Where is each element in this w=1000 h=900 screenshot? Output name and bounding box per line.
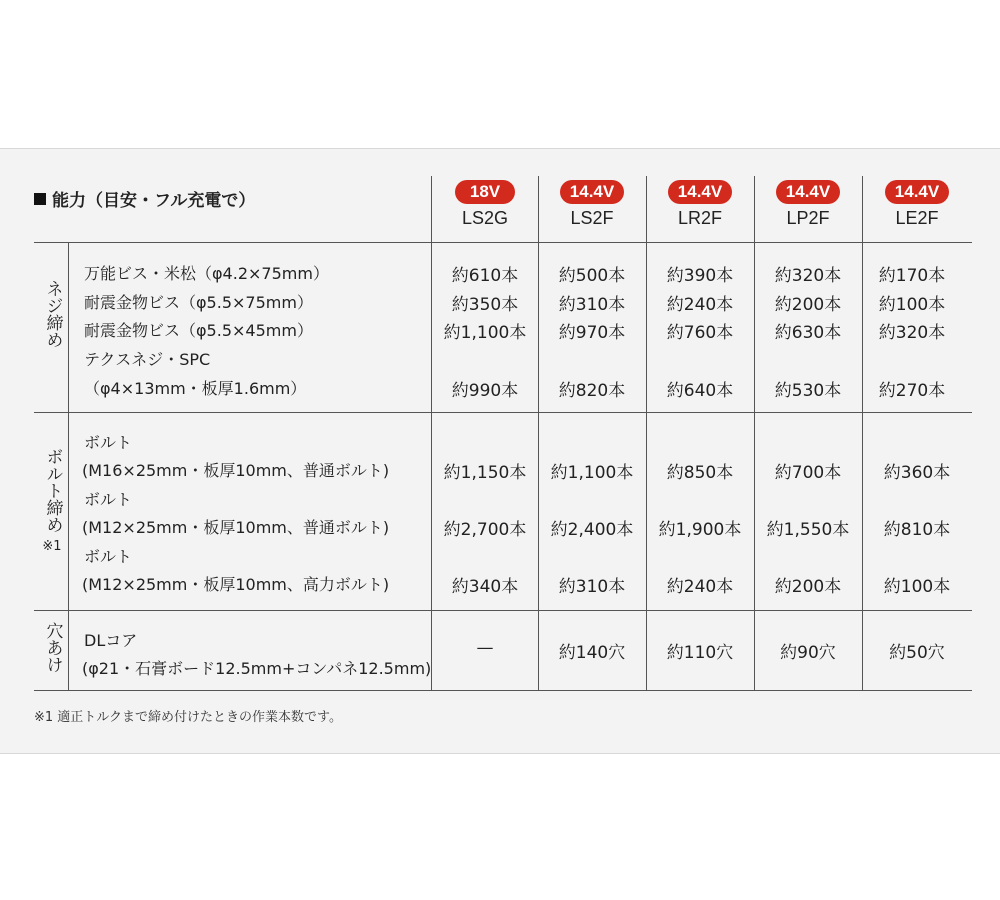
footnote-mark: ※1 [42,539,62,554]
value-cell: 約1,100本 [443,323,527,343]
value-cell: 約2,700本 [443,520,527,540]
value-cell: 約1,150本 [443,463,527,483]
row-description: ボルト [84,433,133,452]
model-label: LS2F [570,208,614,228]
value-cell: 約320本 [774,266,842,286]
value-cell: 約970本 [558,323,626,343]
value-cell: 約1,550本 [766,520,850,540]
value-cell: 約100本 [878,295,946,315]
column-header-ls2f [538,180,646,242]
voltage-badge: 14.4V [560,180,624,204]
value-cell: 約200本 [774,295,842,315]
model-label: LP2F [786,208,830,228]
value-cell: 約500本 [558,266,626,286]
value-cell: 約630本 [774,323,842,343]
value-cell: 約340本 [451,577,519,597]
value-cell: 約700本 [774,463,842,483]
row-description: 万能ビス・米松（φ4.2×75mm） [84,264,329,283]
value-cell: 約310本 [558,295,626,315]
table-divider [754,176,755,690]
category-bolt-tightening [38,448,66,555]
value-cell: 約350本 [451,295,519,315]
square-bullet-icon [34,193,46,205]
category-label: ネジ締め [42,280,63,348]
row-description: DLコア [84,631,138,650]
row-description: (M12×25mm・板厚10mm、高力ボルト) [82,575,390,594]
value-cell: 約810本 [883,520,951,540]
value-cell: — [476,638,494,658]
value-cell: 約200本 [774,577,842,597]
category-label: ボルト締め [42,448,63,533]
table-title [34,186,255,211]
row-description: テクスネジ・SPC [84,350,211,369]
title-text: 能力（目安・フル充電で） [52,191,256,211]
table-divider [646,176,647,690]
value-cell: 約90穴 [780,643,836,663]
model-label: LS2G [461,208,509,228]
column-header-lp2f [754,180,862,242]
row-description: 耐震金物ビス（φ5.5×45mm） [84,321,313,340]
value-cell: 約270本 [878,381,946,401]
row-description: (φ21・石膏ボード12.5mm+コンパネ12.5mm) [82,659,432,678]
table-divider [34,242,972,243]
value-cell: 約110穴 [666,643,734,663]
voltage-badge: 14.4V [885,180,949,204]
column-header-ls2g [432,180,538,242]
value-cell: 約990本 [451,381,519,401]
value-cell: 約1,100本 [550,463,634,483]
value-cell: 約310本 [558,577,626,597]
value-cell: 約640本 [666,381,734,401]
row-description: (M12×25mm・板厚10mm、普通ボルト) [82,518,390,537]
value-cell: 約1,900本 [658,520,742,540]
table-divider [34,610,972,611]
row-description: （φ4×13mm・板厚1.6mm） [84,379,307,398]
category-label: 穴あけ [42,622,63,673]
value-cell: 約240本 [666,295,734,315]
value-cell: 約360本 [883,463,951,483]
value-cell: 約240本 [666,577,734,597]
value-cell: 約760本 [666,323,734,343]
value-cell: 約320本 [878,323,946,343]
table-divider [34,690,972,691]
category-drilling [38,622,66,679]
value-cell: 約140穴 [558,643,626,663]
table-divider [68,242,69,690]
model-label: LE2F [895,208,939,228]
voltage-badge: 14.4V [668,180,732,204]
value-cell: 約50穴 [889,643,945,663]
table-divider [862,176,863,690]
row-description: ボルト [84,490,133,509]
column-header-lr2f [646,180,754,242]
voltage-badge: 18V [455,180,515,204]
row-description: ボルト [84,547,133,566]
table-divider [431,176,432,690]
value-cell: 約100本 [883,577,951,597]
value-cell: 約820本 [558,381,626,401]
value-cell: 約2,400本 [550,520,634,540]
row-description: 耐震金物ビス（φ5.5×75mm） [84,293,313,312]
footnote: ※1 適正トルクまで締め付けたときの作業本数です。 [34,710,342,725]
table-divider [538,176,539,690]
row-description: (M16×25mm・板厚10mm、普通ボルト) [82,461,390,480]
category-screw-tightening [38,280,66,354]
value-cell: 約390本 [666,266,734,286]
column-header-le2f [862,180,972,242]
value-cell: 約530本 [774,381,842,401]
voltage-badge: 14.4V [776,180,840,204]
value-cell: 約170本 [878,266,946,286]
value-cell: 約850本 [666,463,734,483]
value-cell: 約610本 [451,266,519,286]
model-label: LR2F [677,208,722,228]
table-divider [34,412,972,413]
